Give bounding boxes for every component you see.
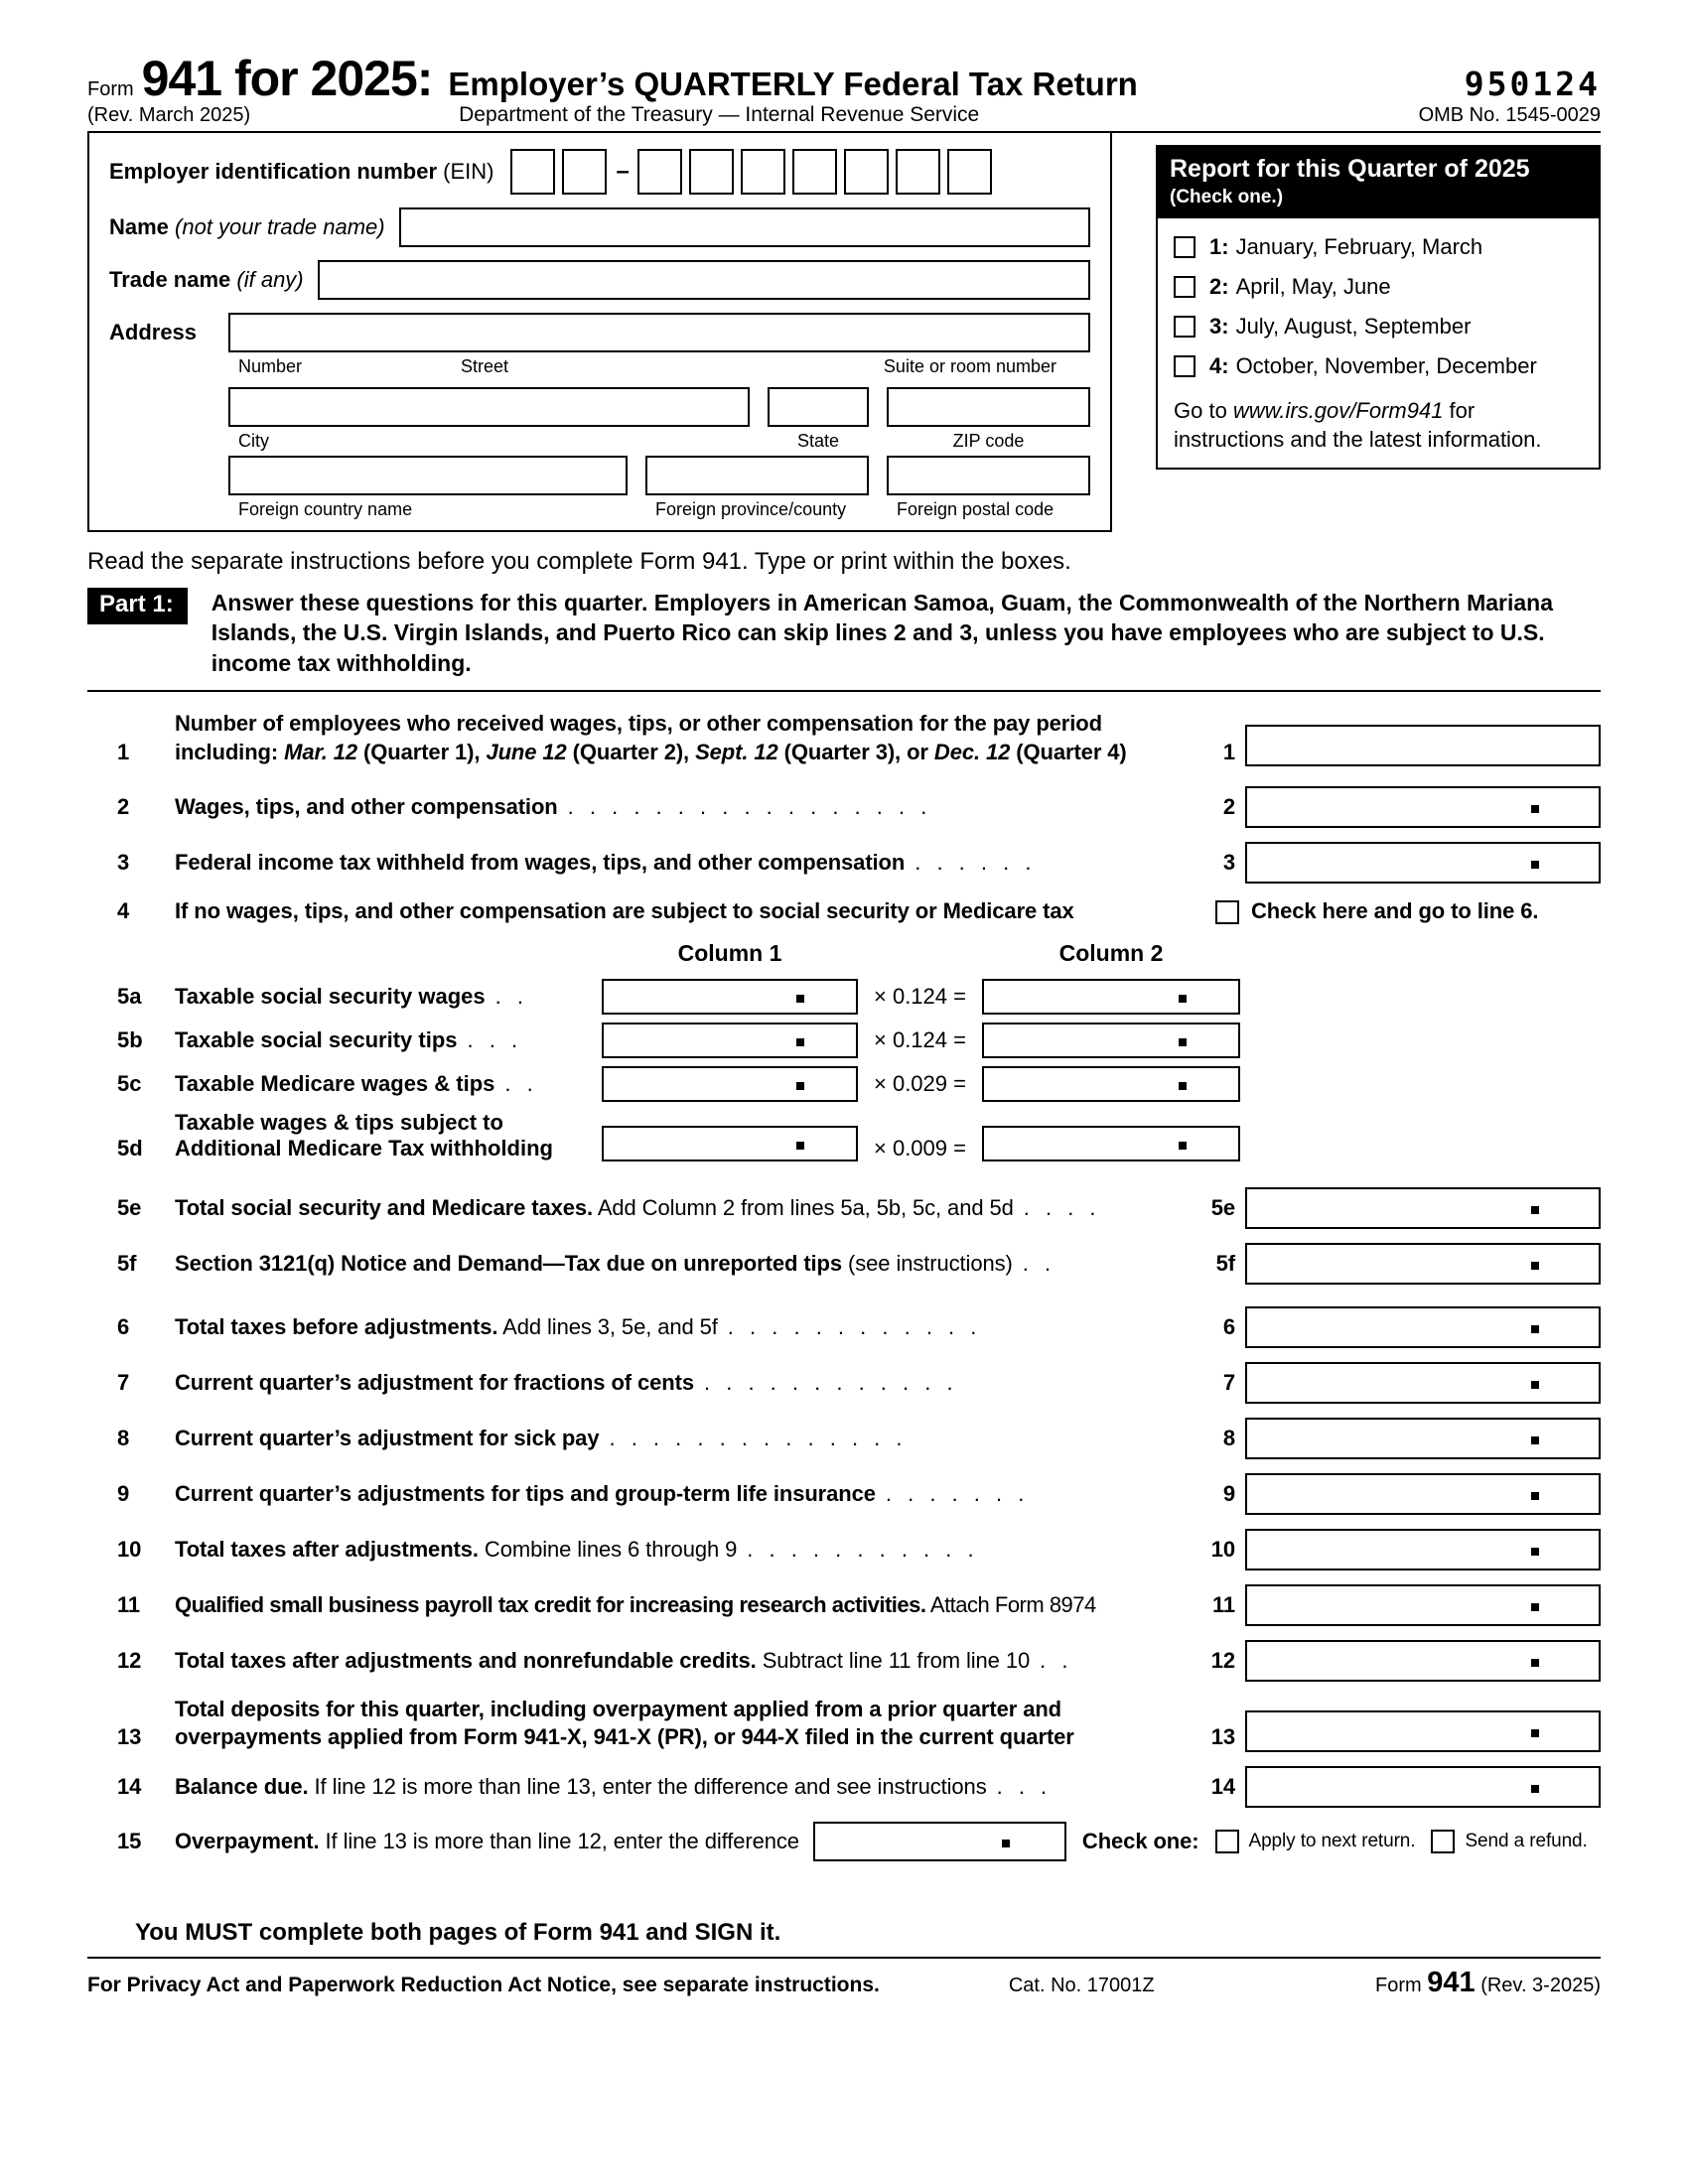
line-number: 6 <box>117 1313 130 1339</box>
decimal-marker-icon <box>796 1142 804 1150</box>
ein-box[interactable] <box>637 149 682 195</box>
footer-form-id: Form 941 (Rev. 3-2025) <box>1375 1967 1601 1999</box>
line-number: 5e <box>117 1194 142 1220</box>
line-9 <box>87 1473 1601 1515</box>
dot-leader: . . . . . . . . . . . <box>747 1536 975 1562</box>
quarter-option-4 <box>1174 353 1583 379</box>
quarter-option-number: 4: <box>1209 353 1229 378</box>
line-13 <box>87 1696 1601 1752</box>
line-15-amount-box[interactable] <box>813 1822 1066 1861</box>
irs-url: www.irs.gov/Form941 <box>1232 398 1444 423</box>
line-5b <box>87 1023 1601 1058</box>
line-number: 5f <box>117 1250 137 1276</box>
foreign-province-sublabel: Foreign province/county <box>655 499 847 519</box>
dot-leader: . . . <box>467 1026 519 1052</box>
quarter-box-header <box>1158 147 1599 218</box>
line-5e-text: Total social security and Medicare taxes. Add Column 2 from lines 5a, 5b, 5c, and 5d . . . . <box>175 1194 1097 1220</box>
decimal-marker-icon <box>1531 861 1539 869</box>
line-right-number: 13 <box>1210 1724 1235 1750</box>
line-number: 4 <box>117 898 130 924</box>
dot-leader: . . <box>1040 1647 1069 1673</box>
line-11-amount-box[interactable] <box>1245 1584 1601 1626</box>
line-5d-column1-box[interactable] <box>602 1126 858 1161</box>
line-5b-column2-box[interactable] <box>982 1023 1240 1058</box>
line-6-amount-box[interactable] <box>1245 1306 1601 1348</box>
line-13-text: Total deposits for this quarter, including overpayment applied from a prior quarter and overpayments applied from Form 941-X, 941-X (PR), or 944-X filed in the current quarter <box>175 1696 1074 1750</box>
line-8-text: Current quarter’s adjustment for sick pay . . . . . . . . . . . . . . <box>175 1425 904 1450</box>
line-14-amount-box[interactable] <box>1245 1766 1601 1808</box>
foreign-province-input[interactable] <box>645 456 869 495</box>
line-2 <box>87 786 1601 828</box>
department-line: Department of the Treasury — Internal Revenue Service <box>459 103 980 126</box>
decimal-marker-icon <box>1179 1142 1187 1150</box>
decimal-marker-icon <box>1531 1659 1539 1667</box>
line-5a-multiplier: × 0.124 = <box>874 983 966 1009</box>
line-number: 14 <box>117 1773 142 1799</box>
dot-leader: . . . <box>996 1773 1049 1799</box>
goto-instructions: Go to www.irs.gov/Form941 for instructions and the latest information. <box>1174 398 1542 452</box>
quarter-1-checkbox[interactable] <box>1174 236 1196 258</box>
decimal-marker-icon <box>1002 1840 1010 1847</box>
line-2-amount-box[interactable] <box>1245 786 1601 828</box>
dot-leader: . . <box>494 983 524 1009</box>
foreign-country-field <box>228 456 628 520</box>
part1-text: Answer these questions for this quarter. Employers in American Samoa, Guam, the Commonwealth of the Northern Mariana Islands, the U.S. Virgin Islands, and Puerto Rico can skip lines 2 and 3, unless you have employees who are subject to U.S. income tax withholding. <box>211 590 1554 676</box>
quarter-option-label: October, November, December <box>1235 353 1537 378</box>
line-10-amount-box[interactable] <box>1245 1529 1601 1570</box>
ein-box[interactable] <box>792 149 837 195</box>
city-input[interactable] <box>228 387 750 427</box>
quarter-option-number: 1: <box>1209 234 1229 259</box>
line-5a <box>87 979 1601 1015</box>
footer <box>87 1959 1601 1999</box>
line-right-number: 12 <box>1210 1647 1235 1673</box>
line-5c <box>87 1066 1601 1102</box>
zip-sublabel: ZIP code <box>952 431 1025 451</box>
line-5e-amount-box[interactable] <box>1245 1187 1601 1229</box>
line-12-amount-box[interactable] <box>1245 1640 1601 1682</box>
ein-box[interactable] <box>947 149 992 195</box>
decimal-marker-icon <box>1179 1082 1187 1090</box>
line-number: 15 <box>117 1828 142 1853</box>
line-5a-text: Taxable social security wages . . <box>175 983 524 1009</box>
line-right-number: 1 <box>1222 739 1235 764</box>
quarter-box-title: Report for this Quarter of 2025 <box>1170 155 1530 183</box>
quarter-option-label: April, May, June <box>1235 274 1391 299</box>
form-revision: (Rev. March 2025) <box>87 104 251 126</box>
line-3-text: Federal income tax withheld from wages, tips, and other compensation . . . . . . <box>175 849 1033 875</box>
line-1 <box>87 710 1601 766</box>
line-7-text: Current quarter’s adjustment for fractions of cents . . . . . . . . . . . . <box>175 1369 954 1395</box>
dot-leader: . . . . . . . <box>885 1480 1026 1506</box>
decimal-marker-icon <box>1531 1325 1539 1333</box>
top-section <box>87 133 1601 532</box>
foreign-postal-input[interactable] <box>887 456 1090 495</box>
form-number-title: 941 for 2025: <box>141 51 433 106</box>
ein-box[interactable] <box>689 149 734 195</box>
line-right-number: 9 <box>1222 1480 1235 1506</box>
line-5f-amount-box[interactable] <box>1245 1243 1601 1285</box>
line-7-amount-box[interactable] <box>1245 1362 1601 1404</box>
ein-box[interactable] <box>510 149 555 195</box>
employer-info-box <box>87 133 1112 532</box>
apply-to-next-return-checkbox[interactable] <box>1215 1830 1239 1853</box>
line-number: 9 <box>117 1480 130 1506</box>
catalog-number: Cat. No. 17001Z <box>1008 1975 1155 1997</box>
line-number: 10 <box>117 1536 142 1562</box>
must-complete-notice: You MUST complete both pages of Form 941 and SIGN it. <box>135 1919 781 1947</box>
doc-code: 950124 <box>1464 65 1601 103</box>
line-5d <box>87 1110 1601 1161</box>
line-6-text: Total taxes before adjustments. Add lines 3, 5e, and 5f . . . . . . . . . . . . <box>175 1313 978 1339</box>
line-number: 1 <box>117 739 130 764</box>
dot-leader: . . . . . . <box>914 849 1033 875</box>
decimal-marker-icon <box>1531 805 1539 813</box>
foreign-province-field <box>645 456 869 520</box>
quarter-box-subtitle: (Check one.) <box>1170 187 1284 207</box>
line-5c-column2-box[interactable] <box>982 1066 1240 1102</box>
suite-sublabel: Suite or room number <box>883 356 1056 376</box>
line-5f-text: Section 3121(q) Notice and Demand—Tax due on unreported tips (see instructions) . . <box>175 1250 1053 1276</box>
line-5d-multiplier: × 0.009 = <box>874 1135 966 1160</box>
line-number: 3 <box>117 849 130 875</box>
decimal-marker-icon <box>1531 1492 1539 1500</box>
name-label: Name (not your trade name) <box>109 214 385 239</box>
line-11-text: Qualified small business payroll tax credit for increasing research activities. Attach Form 8974 <box>175 1591 1096 1617</box>
line-15-text: Overpayment. If line 13 is more than line 12, enter the difference <box>175 1828 799 1853</box>
decimal-marker-icon <box>1531 1785 1539 1793</box>
city-sublabel: City <box>238 431 269 451</box>
dot-leader: . . <box>1022 1250 1053 1276</box>
line-number: 5a <box>117 983 142 1009</box>
line-number: 11 <box>117 1591 141 1617</box>
line-5e <box>87 1187 1601 1229</box>
column-1-header: Column 1 <box>677 939 782 966</box>
decimal-marker-icon <box>1531 1603 1539 1611</box>
send-a-refund-checkbox[interactable] <box>1431 1830 1455 1853</box>
dot-leader: . . . . . . . . . . . . . . <box>609 1425 904 1450</box>
privacy-act-notice: For Privacy Act and Paperwork Reduction Act Notice, see separate instructions. <box>87 1974 880 1997</box>
line-number: 5b <box>117 1026 143 1052</box>
decimal-marker-icon <box>1531 1381 1539 1389</box>
line-14-text: Balance due. If line 12 is more than line 13, enter the difference and see instructions . . . <box>175 1773 1049 1799</box>
line-right-number: 2 <box>1222 793 1235 819</box>
line-number: 12 <box>117 1647 142 1673</box>
line-4-checkbox[interactable] <box>1215 900 1239 924</box>
dot-leader: . . . . . . . . . . . . . . . . . <box>567 793 928 819</box>
quarter-4-checkbox[interactable] <box>1174 355 1196 377</box>
line-5d-column2-box[interactable] <box>982 1126 1240 1161</box>
decimal-marker-icon <box>796 995 804 1003</box>
ein-label: Employer identification number (EIN) <box>109 159 494 184</box>
line-number: 5c <box>117 1070 142 1096</box>
foreign-country-input[interactable] <box>228 456 628 495</box>
omb-number: OMB No. 1545-0029 <box>1418 104 1601 126</box>
quarter-option-3 <box>1174 314 1583 340</box>
line-8-amount-box[interactable] <box>1245 1418 1601 1459</box>
line-15 <box>87 1822 1601 1861</box>
line-5d-text: Taxable wages & tips subject to Additional Medicare Tax withholding <box>175 1109 553 1160</box>
line-13-amount-box[interactable] <box>1245 1710 1601 1752</box>
trade-name-label: Trade name (if any) <box>109 267 304 292</box>
form-title: Employer’s QUARTERLY Federal Tax Return <box>448 66 1138 102</box>
quarter-option-label: July, August, September <box>1235 314 1472 339</box>
quarter-2-checkbox[interactable] <box>1174 276 1196 298</box>
line-12 <box>87 1640 1601 1682</box>
apply-to-next-return-label: Apply to next return. <box>1248 1830 1416 1851</box>
quarter-option-label: January, February, March <box>1235 234 1483 259</box>
line-right-number: 6 <box>1222 1313 1235 1339</box>
line-right-number: 3 <box>1222 849 1235 875</box>
ein-box[interactable] <box>896 149 940 195</box>
column-headers <box>87 940 1601 967</box>
quarter-option-2 <box>1174 274 1583 300</box>
city-field <box>228 387 750 452</box>
line-5b-text: Taxable social security tips . . . <box>175 1026 519 1052</box>
decimal-marker-icon <box>1531 1548 1539 1556</box>
decimal-marker-icon <box>1531 1262 1539 1270</box>
number-sublabel: Number <box>238 356 303 376</box>
line-4 <box>87 897 1601 926</box>
decimal-marker-icon <box>1531 1436 1539 1444</box>
line-3 <box>87 842 1601 884</box>
decimal-marker-icon <box>1179 995 1187 1003</box>
quarter-option-1 <box>1174 234 1583 260</box>
line-5a-column2-box[interactable] <box>982 979 1240 1015</box>
line-11 <box>87 1584 1601 1626</box>
line-6 <box>87 1306 1601 1348</box>
zip-field <box>887 387 1090 452</box>
ein-input-group <box>510 149 999 195</box>
line-2-text: Wages, tips, and other compensation . . . . . . . . . . . . . . . . . <box>175 793 928 819</box>
quarter-3-checkbox[interactable] <box>1174 316 1196 338</box>
state-input[interactable] <box>768 387 869 427</box>
line-5f <box>87 1243 1601 1285</box>
line-5c-multiplier: × 0.029 = <box>874 1070 966 1096</box>
line-3-amount-box[interactable] <box>1245 842 1601 884</box>
line-9-text: Current quarter’s adjustments for tips and group-term life insurance . . . . . . . <box>175 1480 1026 1506</box>
trade-name-input[interactable] <box>318 260 1090 300</box>
read-instructions-line: Read the separate instructions before you complete Form 941. Type or print within the boxes. <box>87 548 1071 575</box>
decimal-marker-icon <box>796 1038 804 1046</box>
quarter-option-number: 3: <box>1209 314 1229 339</box>
check-one-label: Check one: <box>1081 1828 1199 1853</box>
line-1-text: Number of employees who received wages, tips, or other compensation for the pay period including: Mar. 12 (Quarter 1), June 12 (Quarter 2), Sept. 12 (Quarter 3), or Dec. 12 (Quarter 4) <box>175 711 1127 764</box>
line-5b-multiplier: × 0.124 = <box>874 1026 966 1052</box>
dot-leader: . . . . . . . . . . . . <box>704 1369 954 1395</box>
line-8 <box>87 1418 1601 1459</box>
line-5a-column1-box[interactable] <box>602 979 858 1015</box>
decimal-marker-icon <box>1531 1729 1539 1737</box>
line-1-amount-box[interactable] <box>1245 725 1601 766</box>
line-14 <box>87 1766 1601 1808</box>
line-right-number: 5e <box>1210 1194 1235 1220</box>
decimal-marker-icon <box>1531 1206 1539 1214</box>
line-number: 2 <box>117 793 130 819</box>
divider-rule <box>87 690 1601 692</box>
line-right-number: 8 <box>1222 1425 1235 1450</box>
quarter-report-box <box>1156 145 1601 470</box>
line-right-number: 7 <box>1222 1369 1235 1395</box>
quarter-option-number: 2: <box>1209 274 1229 299</box>
state-sublabel: State <box>796 431 840 451</box>
ein-dash: – <box>616 158 630 185</box>
line-right-number: 14 <box>1210 1773 1235 1799</box>
line-4-text: If no wages, tips, and other compensation are subject to social security or Medicare tax <box>175 898 1074 924</box>
form-header <box>87 50 1601 133</box>
street-sublabel: Street <box>461 356 509 376</box>
state-field <box>768 387 869 452</box>
line-9-amount-box[interactable] <box>1245 1473 1601 1515</box>
dot-leader: . . <box>504 1070 534 1096</box>
line-7 <box>87 1362 1601 1404</box>
column-2-header: Column 2 <box>1058 939 1164 966</box>
ein-box[interactable] <box>562 149 607 195</box>
foreign-postal-field <box>887 456 1090 520</box>
zip-input[interactable] <box>887 387 1090 427</box>
foreign-country-sublabel: Foreign country name <box>238 499 413 519</box>
ein-box[interactable] <box>741 149 785 195</box>
part1-label: Part 1: <box>87 588 188 624</box>
line-5c-text: Taxable Medicare wages & tips . . <box>175 1070 534 1096</box>
line-number: 13 <box>117 1724 142 1750</box>
line-right-number: 10 <box>1210 1536 1235 1562</box>
line-5b-column1-box[interactable] <box>602 1023 858 1058</box>
line-right-number: 5f <box>1215 1250 1235 1276</box>
line-right-number: 11 <box>1211 1591 1235 1617</box>
line-12-text: Total taxes after adjustments and nonrefundable credits. Subtract line 11 from line 10 . . <box>175 1647 1069 1673</box>
line-10 <box>87 1529 1601 1570</box>
line-4-check-label: Check here and go to line 6. <box>1251 898 1539 924</box>
decimal-marker-icon <box>796 1082 804 1090</box>
form-word: Form <box>87 78 134 100</box>
address-label: Address <box>109 320 198 344</box>
send-a-refund-label: Send a refund. <box>1465 1830 1588 1851</box>
foreign-postal-sublabel: Foreign postal code <box>897 499 1055 519</box>
ein-box[interactable] <box>844 149 889 195</box>
dot-leader: . . . . . . . . . . . . <box>727 1313 978 1339</box>
line-5c-column1-box[interactable] <box>602 1066 858 1102</box>
name-input[interactable] <box>399 207 1090 247</box>
line-10-text: Total taxes after adjustments. Combine lines 6 through 9 . . . . . . . . . . . <box>175 1536 975 1562</box>
line-number: 5d <box>117 1135 143 1160</box>
dot-leader: . . . . <box>1023 1194 1097 1220</box>
foreign-address-row <box>228 456 1090 520</box>
city-state-zip-row <box>228 387 1090 452</box>
line-number: 7 <box>117 1369 130 1395</box>
part1-header <box>87 588 1601 678</box>
address-input[interactable] <box>228 313 1090 352</box>
decimal-marker-icon <box>1179 1038 1187 1046</box>
line-number: 8 <box>117 1425 130 1450</box>
